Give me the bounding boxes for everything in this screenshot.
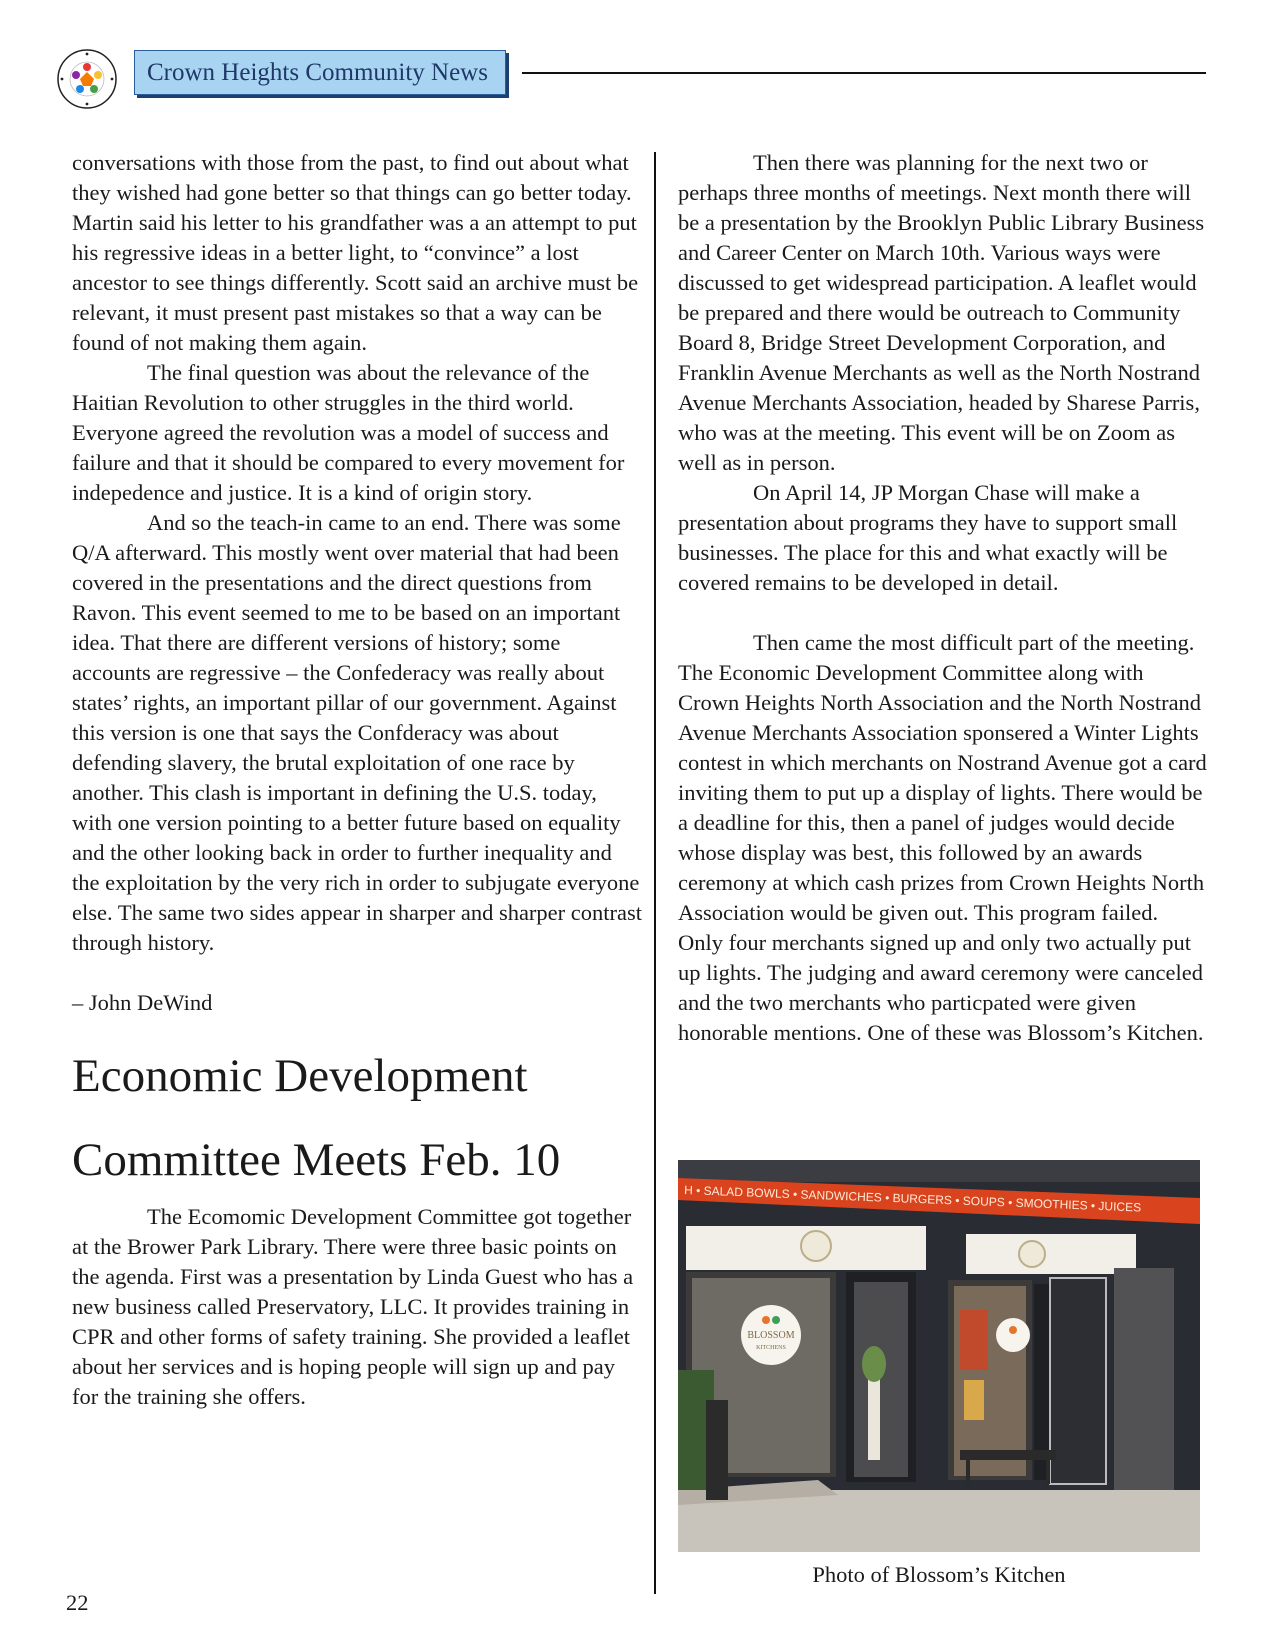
community-organization-logo-icon <box>56 48 118 110</box>
masthead-box <box>134 50 506 95</box>
page-header <box>56 44 1206 104</box>
article-paragraph: The Ecomomic Development Committee got together at the Brower Park Library. There were three basic points on the agenda. First was a presentation by Linda Guest who has a new business called Preservatory, LLC. It provides training in CPR and other forms of safety training. She provided a leaflet about her services and is hoping people will sign up and pay for the training she offers. <box>72 1204 634 1409</box>
photo-caption: Photo of Blossom’s Kitchen <box>812 1562 1066 1587</box>
right-column <box>678 148 1208 1048</box>
article-paragraph: On April 14, JP Morgan Chase will make a presentation about programs they have to support small businesses. The place for this and what exactly will be covered remains to be developed in detail. <box>678 480 1178 595</box>
page-number: 22 <box>66 1590 89 1615</box>
article-paragraph: And so the teach-in came to an end. There was some Q/A afterward. This mostly went over material that had been covered in the presentations and the direct questions from Ravon. This event seemed to me to be based on an important idea. That there are different versions of history; some accounts are regressive – the Confederacy was really about states’ rights, an important pillar of our government. Against this version is one that says the Confderacy was about defending slavery, the brutal exploitation of one race by another. This clash is important in defining the U.S. today, with one version pointing to a better future based on equality and the other looking back in order to further inequality and the exploitation by the very rich in order to subjugate everyone else. The same two sides appear in sharper and sharper contrast through history. <box>72 510 643 955</box>
left-column <box>72 148 642 1412</box>
storefront-photo <box>678 1160 1200 1552</box>
sign-text: BLOSSOM <box>747 1330 795 1341</box>
sign-subtext: KITCHENS <box>756 1345 786 1351</box>
article-paragraph: conversations with those from the past, to find out about what they wished had gone better so that things can go better today. Martin said his letter to his grandfather was a an attempt to put his regressive ideas in a better light, to “convince” a lost ancestor to see things differently. Scott said an archive must be relevant, it must present past mistakes so that a way can be found of not making them again. <box>72 150 639 355</box>
article-paragraph: Then there was planning for the next two or perhaps three months of meetings. Next month there will be a presentation by the Brooklyn Public Library Business and Career Center on March 10th. Various ways were discussed to get widespread participation. A leaflet would be prepared and there would be outreach to Community Board 8, Bridge Street Development Corporation, and Franklin Avenue Merchants as well as the North Nostrand Avenue Merchants Association, headed by Sharese Parris, who was at the meeting. This event will be on Zoom as well as in person. <box>678 150 1205 475</box>
publication-title: Crown Heights Community News <box>147 59 488 86</box>
article-paragraph: The final question was about the relevance of the Haitian Revolution to other struggles in the third world. Everyone agreed the revolution was a model of success and failure and that it should be compared to every movement for indepedence and justice. It is a kind of origin story. <box>72 360 625 505</box>
article-headline: Economic Development Committee Meets Feb. 10 <box>72 1050 561 1186</box>
awning-text: H • SALAD BOWLS • SANDWICHES • BURGERS • SOUPS • SMOOTHIES • JUICES <box>683 1183 1142 1215</box>
article-paragraph: Then came the most difficult part of the meeting. The Economic Development Committee along with Crown Heights North Association and the North Nostrand Avenue Merchants Association sponsered a Winter Lights contest in which merchants on Nostrand Avenue got a card inviting them to put up a display of lights. There would be a deadline for this, then a panel of judges would decide whose display was best, this followed by an awards ceremony at which cash prizes from Crown Heights North Association would be given out. This program failed. Only four merchants signed up and only two actually put up lights. The judging and award ceremony were canceled and the two merchants who particpated were given honorable mentions. One of these was Blossom’s Kitchen. <box>678 630 1207 1045</box>
byline: – John DeWind <box>72 990 213 1015</box>
header-rule <box>522 72 1206 74</box>
column-divider <box>654 152 656 1594</box>
